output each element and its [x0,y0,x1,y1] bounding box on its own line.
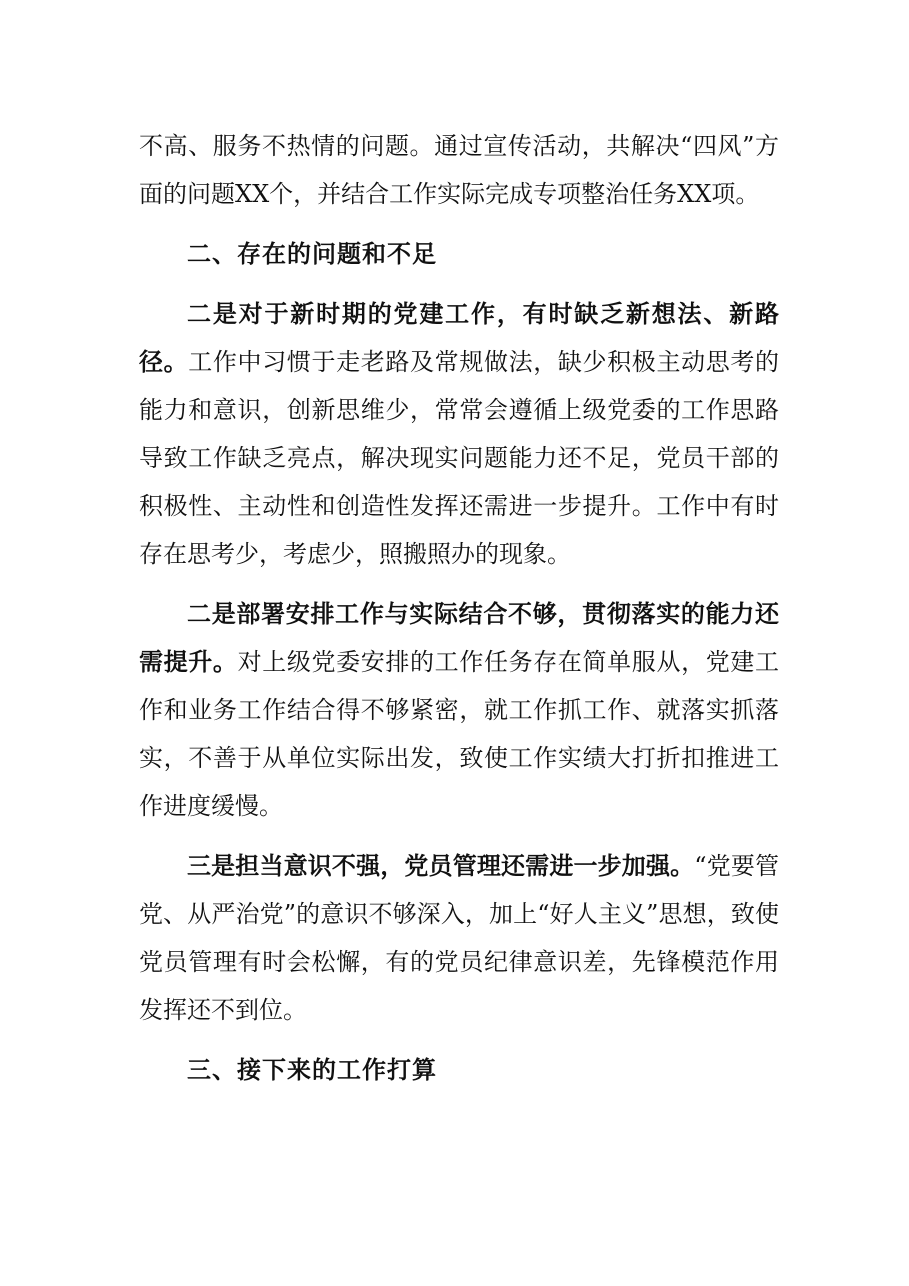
paragraph-problem-1 [139,290,779,578]
paragraph-lead-2: 二是部署安排工作与实际结合不够，贯彻落实的能力还需提升。 [139,600,779,676]
paragraph-lead-1: 二是对于新时期的党建工作，有时缺乏新想法、新路径。 [139,300,779,376]
paragraph-body-1: 工作中习惯于走老路及常规做法，缺少积极主动思考的能力和意识，创新思维少，常常会遵循上级党委的工作思路导致工作缺乏亮点，解决现实问题能力还不足，党员干部的积极性、主动性和创造性发挥还需进一步提升。工作中有时存在思考少，考虑少，照搬照办的现象。 [139,348,779,568]
paragraph-continuation: 不高、服务不热情的问题。通过宣传活动，共解决“四风”方面的问题XX个，并结合工作实际完成专项整治任务XX项。 [139,132,779,208]
paragraph-problem-2 [139,590,779,830]
paragraph-body-3: “党要管党、从严治党”的意识不够深入，加上“好人主义”思想，致使党员管理有时会松懈，有的党员纪律意识差，先锋模范作用发挥还不到位。 [139,852,779,1024]
paragraph-lead-3: 三是担当意识不强，党员管理还需进一步加强。 [187,852,695,880]
section-heading-next-plans: 三、接下来的工作打算 [187,1056,437,1084]
section-heading-problems: 二、存在的问题和不足 [187,240,437,268]
paragraph-problem-3 [139,842,779,1034]
document-page [139,122,779,1106]
paragraph-body-2: 对上级党委安排的工作任务存在简单服从，党建工作和业务工作结合得不够紧密，就工作抓工作、就落实抓落实，不善于从单位实际出发，致使工作实绩大打折扣推进工作进度缓慢。 [139,648,780,820]
